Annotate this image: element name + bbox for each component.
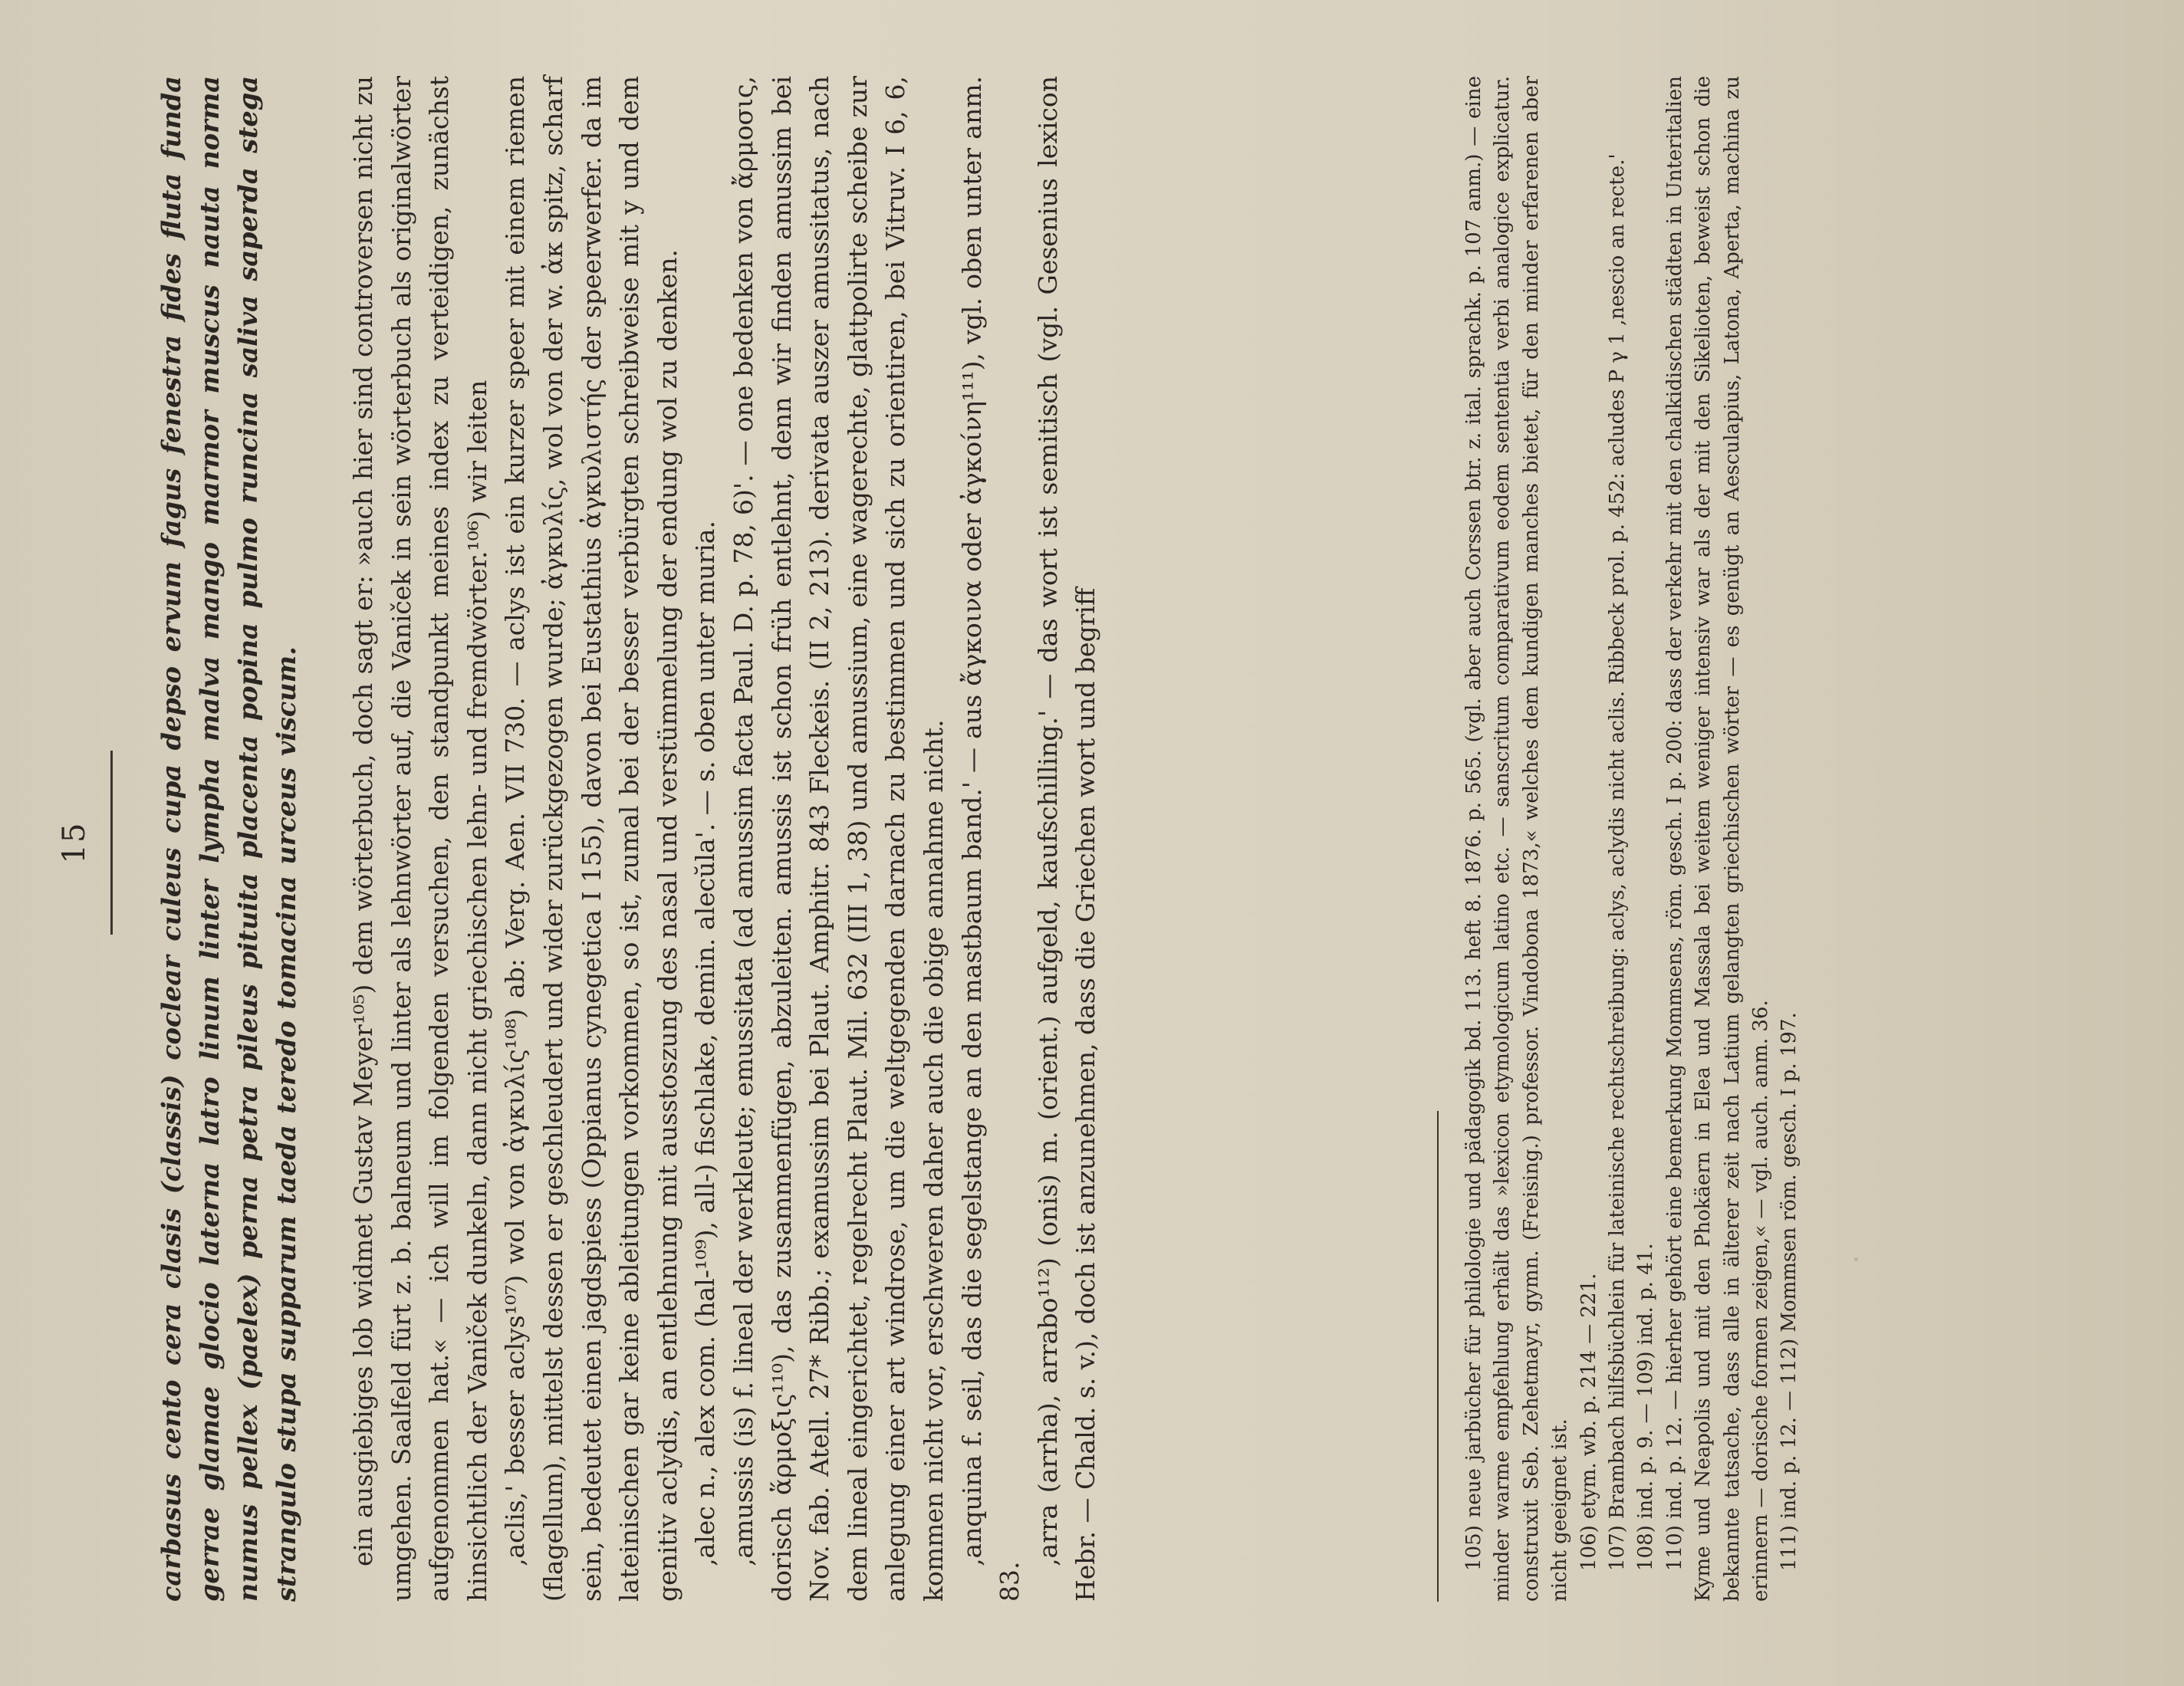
footnote-107: 107) Brambach hilfsbüchlein für lateinische rechtschreibung: aclys, aclydis nicht aclis. Ribbeck prol. p. 452: acludes P γ 1 ‚nescio an recte.'	[1606, 153, 1630, 1571]
footnote-108-109: 108) ind. p. 9. — 109) ind. p. 41.	[1634, 1243, 1658, 1571]
page-number: 15	[57, 821, 92, 864]
paragraph-amussis: ‚amussis (is) f. lineal der werkleute; emussitata (ad amussim facta Paul. D. p. 78, 6)'. — one bedenken von ἄρμοσις, dorisch ἅρμοξις¹¹⁰), das zusammenfügen, abzuleiten. amussis ist schon früh entlehnt, denn wir finden amussim bei Nov. fab. Atell. 27* Ribb.; examussim bei Plaut. Amphitr. 843 Fleckeis. (II 2, 213). derivata auszer amussitatus, nach dem lineal eingerichtet, regelrecht Plaut. Mil. 632 (III 1, 38) und amussium, eine wagerechte, glattpolirte scheibe zur anlegung einer art windrose, um die weltgegenden darnach zu bestimmen und sich zu orientiren, bei Vitruv. I 6, 6, kommen nicht vor, erschweren daher auch die obige annahme nicht.	[728, 76, 949, 1602]
main-text	[344, 76, 1105, 1602]
footnote-rule	[1437, 1111, 1439, 1602]
header-rule	[110, 751, 113, 935]
footnote-110: 110) ind. p. 12. — hierher gehört eine bemerkung Mommsens, röm. gesch. I p. 200: dass der verkehr mit den chalkidischen städten in Unteritalien Kyme und Neapolis und mit den Phokäern in Elea und Massala bei weitem weniger intensiv war als der mit den Sikelioten, beweist schon die bekannte tatsache, dass alle in älterer zeit nach Latium gelangten griechischen wörter — es genügt an Aesculapius, Latona, Aperta, machina zu erinnern — dorische formen zeigen,« — vgl. auch. anm. 36.	[1663, 76, 1773, 1602]
footnotes	[1460, 76, 1804, 1602]
rotated-page	[26, 22, 2158, 1663]
footnote-106: 106) etym. wb. p. 214 — 221.	[1577, 1273, 1600, 1571]
paragraph-meyer: ein ausgiebiges lob widmet Gustav Meyer¹⁰⁵) dem wörterbuch, doch sagt er: »auch hier sind controversen nicht zu umgehen. Saalfeld fürt z. b. balneum und linter als lehnwörter auf, die Vaniček in sein wörterbuch als originalwörter aufgenommen hat.« — ich will im folgenden versuchen, den standpunkt meines index zu verteidigen, zunächst hinsichtlich der Vaniček dunkeln, dann nicht griechischen lehn- und fremdwörter.¹⁰⁶) wir leiten	[348, 76, 492, 1602]
footnote-111-112: 111) ind. p. 12. — 112) Mommsen röm. gesch. I p. 197.	[1778, 1012, 1801, 1571]
paragraph-arra: ‚arra (arrha), arrabo¹¹²) (onis) m. (orient.) aufgeld, kaufschilling.' — das wort ist semitisch (vgl. Gesenius lexicon Hebr. — Chald. s. v.), doch ist anzunehmen, dass die Griechen wort und begriff	[1032, 76, 1101, 1602]
footnote-105: 105) neue jarbücher für philologie und pädagogik bd. 113. heft 8. 1876. p. 565. (vgl. aber auch Corssen btr. z. ital. sprachk. p. 107 anm.) — eine minder warme empfehlung erhält das »lexicon etymologicum latino etc. — sanscritum comparativum eodem sententia verbi analogice explicatur. construxit Seb. Zehetmayr, gymn. (Freising.) professor. Vindobona 1873,« welches dem kundigen manches bietet, für den minder erfarenen aber nicht geeignet ist.	[1462, 76, 1572, 1602]
latin-word-list: carbasus cento cera clasis (classis) coclear culeus cupa depso ervum fagus fenestra fides fluta funda gerrae glamae glocio laterna latro linum linter lympha malva mango marmor muscus nauta norma numus pellex (paelex) perna petra pileus pituita placenta popina pulmo runcina saliva saperda stega strangulo stupa supparum taeda teredo tomacina urceus viscum.	[156, 76, 301, 1602]
paragraph-alec: ‚alec n., alex com. (hal-¹⁰⁹), all-) fischlake, demin. alecŭla'. — s. oben unter muria.	[690, 521, 721, 1566]
paragraph-anquina: ‚anquina f. seil, das die segelstange an den mastbaum band.' — aus ἄγκοινα oder ἀγκοίνη¹¹¹), vgl. oben unter anm. 83.	[956, 76, 1025, 1602]
paragraph-aclis: ‚aclis,' besser aclys¹⁰⁷) wol von ἀγκυλίς¹⁰⁸) ab: Verg. Aen. VII 730. — aclys ist ein kurzer speer mit einem riemen (flagellum), mittelst dessen er geschleudert und wider zurückgezogen wurde; ἀγκυλίς, wol von der w. ἀκ spitz, scharf sein, bedeutet einen jagdspiess (Oppianus cynegetica I 155), davon bei Eustathius ἀγκυλιστής der speerwerfer. da im lateinischen gar keine ableitungen vorkommen, so ist, zumal bei der besser verbürgten schreibweise mit y und dem genitiv aclydis, an entlehnung mit ausstoszung des nasal und verstümmelung der endung wol zu denken.	[500, 76, 682, 1602]
